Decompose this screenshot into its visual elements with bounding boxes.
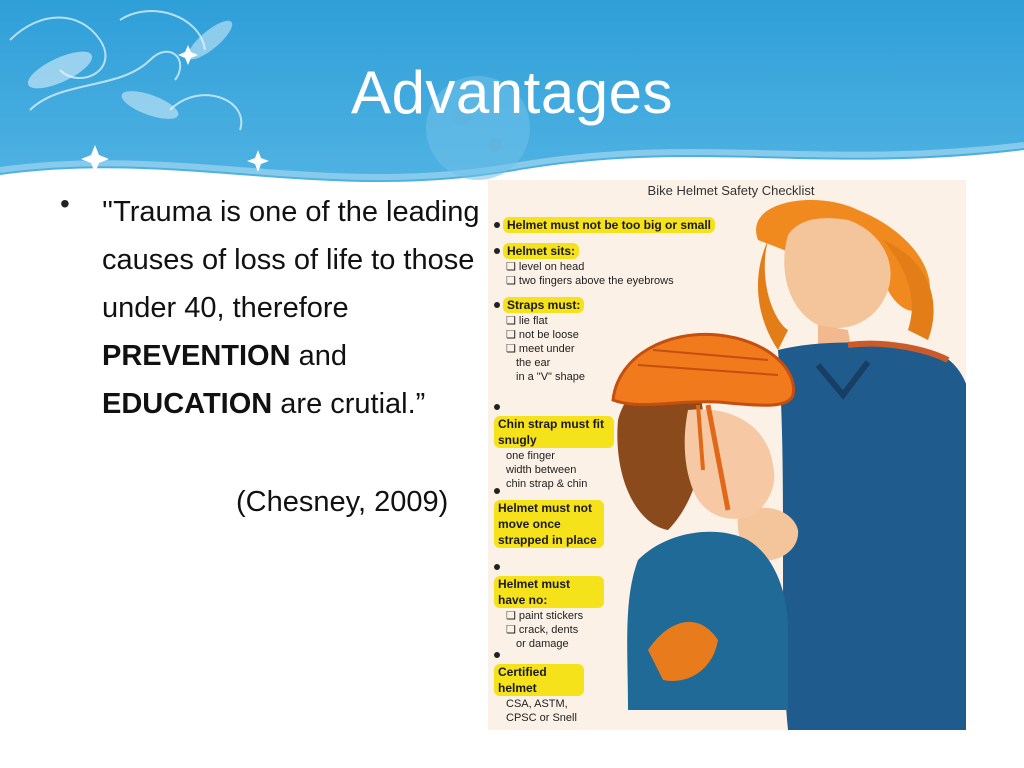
quote-part-2: and	[290, 340, 347, 372]
quote-part-3: are crutial.”	[272, 388, 426, 420]
bullet-marker: •	[60, 188, 70, 219]
checklist-item-sits: Helmet sits: ❏ level on head ❏ two fingers above the eyebrows	[494, 242, 674, 288]
citation: (Chesney, 2009)	[236, 486, 449, 518]
bullet-dot-icon	[494, 564, 500, 570]
checklist-item-fit: Helmet must not be too big or small	[494, 216, 715, 234]
quote-text	[102, 188, 492, 428]
helmet-checklist-image	[488, 180, 974, 730]
checklist-title: Bike Helmet Safety Checklist	[647, 183, 815, 198]
slide-title: Advantages	[351, 59, 673, 126]
bullet-dot-icon	[494, 488, 500, 494]
checklist-item-no-damage: Helmet must have no: ❏ paint stickers ❏ crack, dents or damage	[494, 558, 604, 651]
emphasis-education: EDUCATION	[102, 388, 273, 420]
checklist-item-chin-strap: Chin strap must fit snugly one finger width between chin strap & chin	[494, 398, 614, 491]
bullet-dot-icon	[494, 652, 500, 658]
bullet-dot-icon	[494, 404, 500, 410]
bullet-dot-icon	[494, 222, 500, 228]
checklist-item-straps: Straps must: ❏ lie flat ❏ not be loose ❏ meet under the ear in a "V" shape	[494, 296, 585, 384]
quote-part-1: ''Trauma is one of the leading causes of loss of life to those under 40, therefore	[102, 196, 480, 324]
checklist-item-certified: Certified helmet CSA, ASTM, CPSC or Snell	[494, 646, 584, 725]
bullet-dot-icon	[494, 302, 500, 308]
checklist-item-no-move: Helmet must not move once strapped in place	[494, 482, 604, 549]
bullet-dot-icon	[494, 248, 500, 254]
emphasis-prevention: PREVENTION	[102, 340, 291, 372]
